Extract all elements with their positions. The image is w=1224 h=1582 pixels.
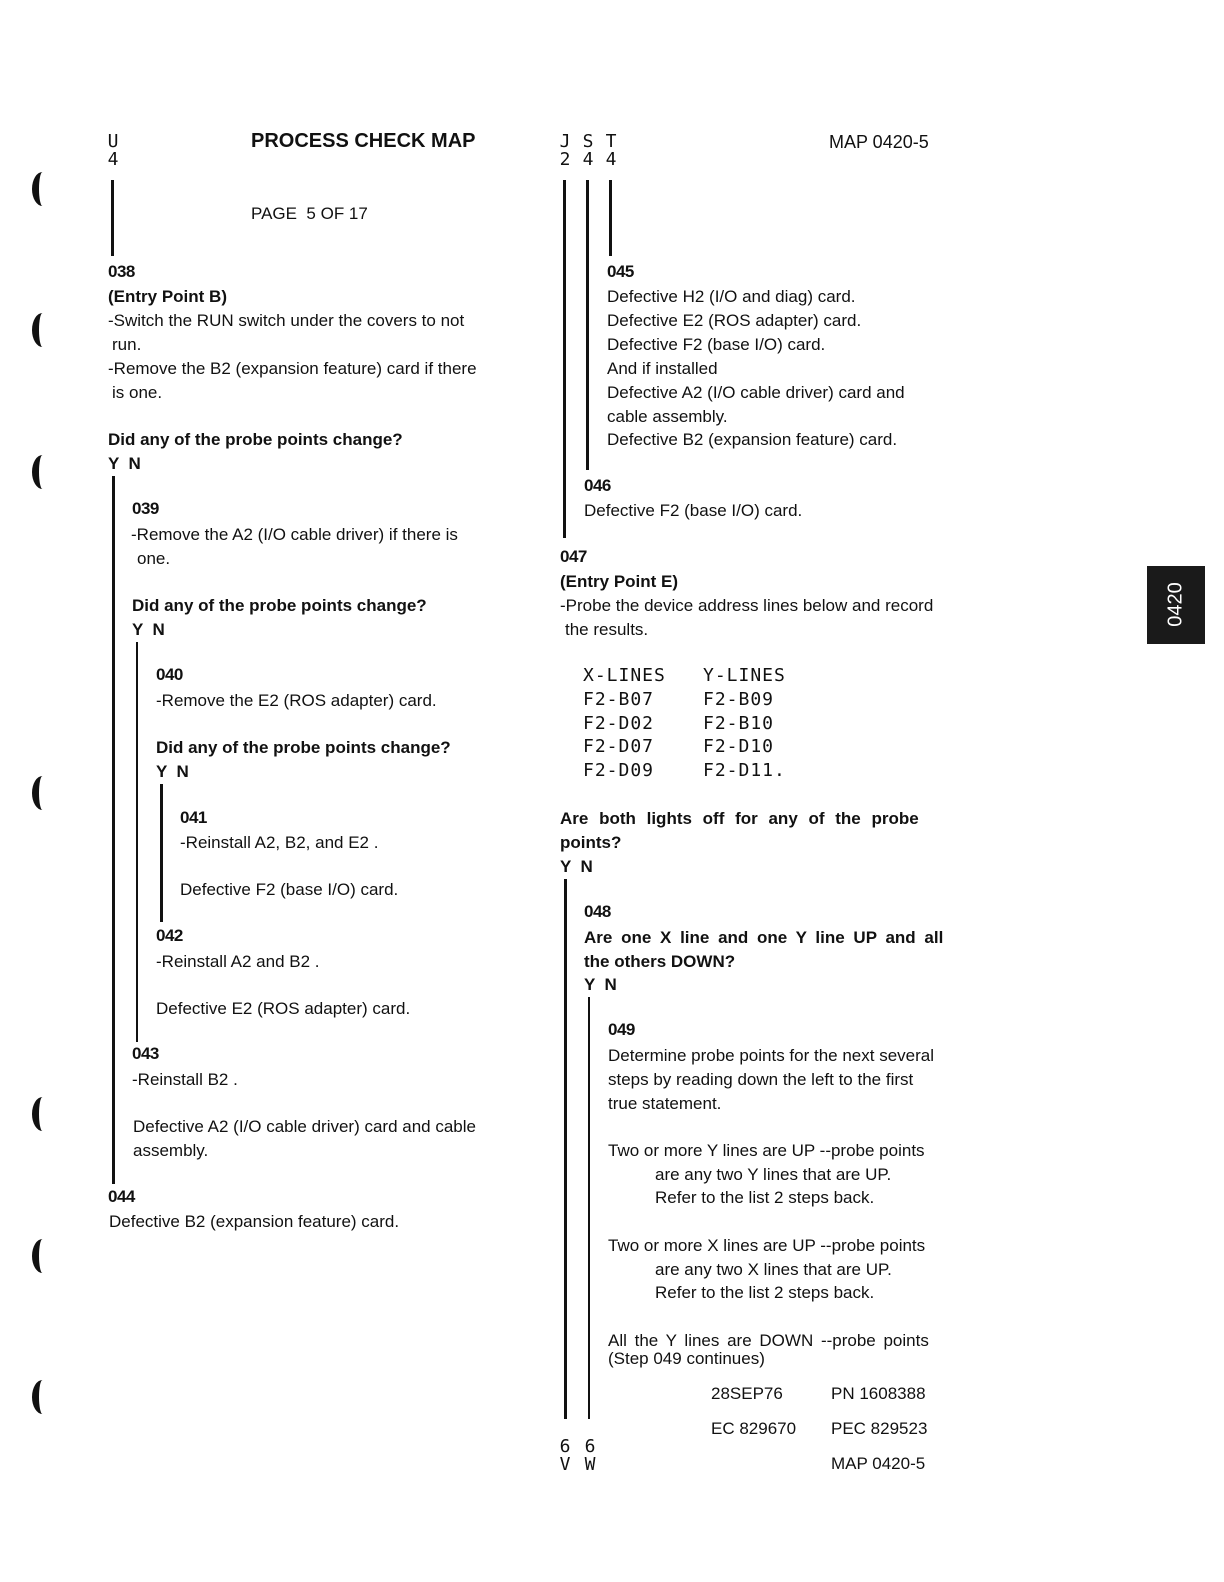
step-038-question: Did any of the probe points change? [108, 430, 403, 449]
binder-hole [32, 172, 53, 206]
step-047-text: the results. [565, 620, 649, 639]
connector-top-right-2: S 4 [582, 131, 594, 170]
step-048-question: Are one X line and one Y line UP and all [584, 928, 944, 947]
step-038-yn: Y N [108, 454, 141, 473]
map-id-top: MAP 0420-5 [829, 132, 929, 152]
step-046-text: Defective F2 (base I/O) card. [584, 501, 803, 520]
table-cell: F2-B07 [583, 689, 655, 710]
flow-line-yes [136, 642, 138, 1042]
step-043-text: assembly. [133, 1141, 209, 1160]
step-041-number: 041 [180, 808, 207, 827]
step-041-text: Defective F2 (base I/O) card. [180, 880, 399, 899]
step-049-text: true statement. [608, 1094, 722, 1113]
connector-top-right-1: J 2 [559, 131, 571, 170]
flow-line-t [609, 180, 612, 256]
flow-line-yes [112, 476, 115, 1184]
step-043-number: 043 [132, 1044, 159, 1063]
step-049-text: are any two X lines that are UP. [655, 1260, 892, 1279]
step-047-entry: (Entry Point E) [560, 572, 679, 591]
step-039-number: 039 [132, 499, 159, 518]
step-042-text: Defective E2 (ROS adapter) card. [156, 999, 411, 1018]
footer-pec: PEC 829523 [831, 1419, 928, 1438]
table-header-x: X-LINES [583, 665, 666, 686]
step-040-yn: Y N [156, 762, 189, 781]
page-title: PROCESS CHECK MAP [251, 130, 476, 152]
connector-bottom-1: 6 V [559, 1436, 571, 1475]
step-039-text: -Remove the A2 (I/O cable driver) if there is [131, 525, 458, 544]
step-038-entry: (Entry Point B) [108, 287, 227, 306]
step-040-text: -Remove the E2 (ROS adapter) card. [156, 691, 437, 710]
step-045-text: Defective E2 (ROS adapter) card. [607, 311, 862, 330]
step-049-text: Refer to the list 2 steps back. [655, 1283, 875, 1302]
step-044-number: 044 [108, 1187, 135, 1206]
step-045-text: Defective H2 (I/O and diag) card. [607, 287, 856, 306]
connector-bottom-2: 6 W [584, 1436, 596, 1475]
binder-hole [32, 313, 53, 347]
step-042-text: -Reinstall A2 and B2 . [156, 952, 320, 971]
footer-ec: EC 829670 [711, 1419, 797, 1438]
flow-line-s [586, 180, 589, 470]
binder-hole [32, 1239, 53, 1273]
connector-top-left: U 4 [107, 131, 119, 170]
step-045-text: Defective A2 (I/O cable driver) card and [607, 383, 905, 402]
step-049-text: All the Y lines are DOWN --probe points [608, 1331, 929, 1350]
step-039-yn: Y N [132, 620, 165, 639]
step-047-yn: Y N [560, 857, 593, 876]
section-tab [1147, 566, 1205, 644]
page-number: PAGE 5 OF 17 [251, 204, 368, 223]
step-047-number: 047 [560, 547, 587, 566]
table-cell: F2-D09 [583, 760, 655, 781]
binder-hole [32, 1097, 53, 1131]
step-049-text: Refer to the list 2 steps back. [655, 1188, 875, 1207]
step-038-text: run. [112, 335, 142, 354]
step-049-continues: (Step 049 continues) [608, 1349, 765, 1368]
step-049-text: are any two Y lines that are UP. [655, 1165, 892, 1184]
footer-date: 28SEP76 [711, 1384, 783, 1403]
step-038-text: -Remove the B2 (expansion feature) card if there [108, 359, 477, 378]
step-038-number: 038 [108, 262, 135, 281]
step-047-question: Are both lights off for any of the probe [560, 809, 919, 828]
step-045-number: 045 [607, 262, 634, 281]
step-048-yn: Y N [584, 975, 617, 994]
step-049-number: 049 [608, 1020, 635, 1039]
step-040-number: 040 [156, 665, 183, 684]
step-049-text: Two or more Y lines are UP --probe points [608, 1141, 925, 1160]
step-049-text: Two or more X lines are UP --probe points [608, 1236, 926, 1255]
table-header-y: Y-LINES [703, 665, 786, 686]
connector-top-right-3: T 4 [605, 131, 617, 170]
table-cell: F2-B10 [703, 713, 775, 734]
step-041-text: -Reinstall A2, B2, and E2 . [180, 833, 379, 852]
table-cell: F2-D10 [703, 736, 775, 757]
flow-line-yes [160, 784, 163, 922]
flow-line-yes [588, 997, 590, 1419]
step-042-number: 042 [156, 926, 183, 945]
table-cell: F2-B09 [703, 689, 775, 710]
table-cell: F2-D02 [583, 713, 655, 734]
binder-hole [32, 1380, 53, 1414]
map-id-bottom: MAP 0420-5 [831, 1454, 926, 1473]
flow-line-j [563, 180, 566, 538]
step-046-number: 046 [584, 476, 611, 495]
step-048-number: 048 [584, 902, 611, 921]
step-045-text: cable assembly. [607, 407, 728, 426]
flow-line-yes [564, 879, 567, 1419]
binder-hole [32, 776, 53, 810]
step-044-text: Defective B2 (expansion feature) card. [109, 1212, 400, 1231]
step-045-text: Defective F2 (base I/O) card. [607, 335, 826, 354]
step-043-text: -Reinstall B2 . [132, 1070, 238, 1089]
flow-line [111, 180, 114, 256]
step-045-text: Defective B2 (expansion feature) card. [607, 430, 898, 449]
step-039-text: one. [137, 549, 171, 568]
step-049-text: Determine probe points for the next several [608, 1046, 935, 1065]
footer-pn: PN 1608388 [831, 1384, 926, 1403]
step-039-question: Did any of the probe points change? [132, 596, 427, 615]
step-043-text: Defective A2 (I/O cable driver) card and cable [133, 1117, 476, 1136]
step-047-question: points? [560, 833, 622, 852]
step-038-text: is one. [112, 383, 163, 402]
table-cell: F2-D11. [703, 760, 786, 781]
step-049-text: steps by reading down the left to the first [608, 1070, 914, 1089]
step-040-question: Did any of the probe points change? [156, 738, 451, 757]
section-tab-label: 0420 [1164, 582, 1187, 627]
step-048-question: the others DOWN? [584, 952, 736, 971]
step-047-text: -Probe the device address lines below and record [560, 596, 934, 615]
binder-hole [32, 455, 53, 489]
table-cell: F2-D07 [583, 736, 655, 757]
step-038-text: -Switch the RUN switch under the covers to not [108, 311, 465, 330]
step-045-text: And if installed [607, 359, 718, 378]
